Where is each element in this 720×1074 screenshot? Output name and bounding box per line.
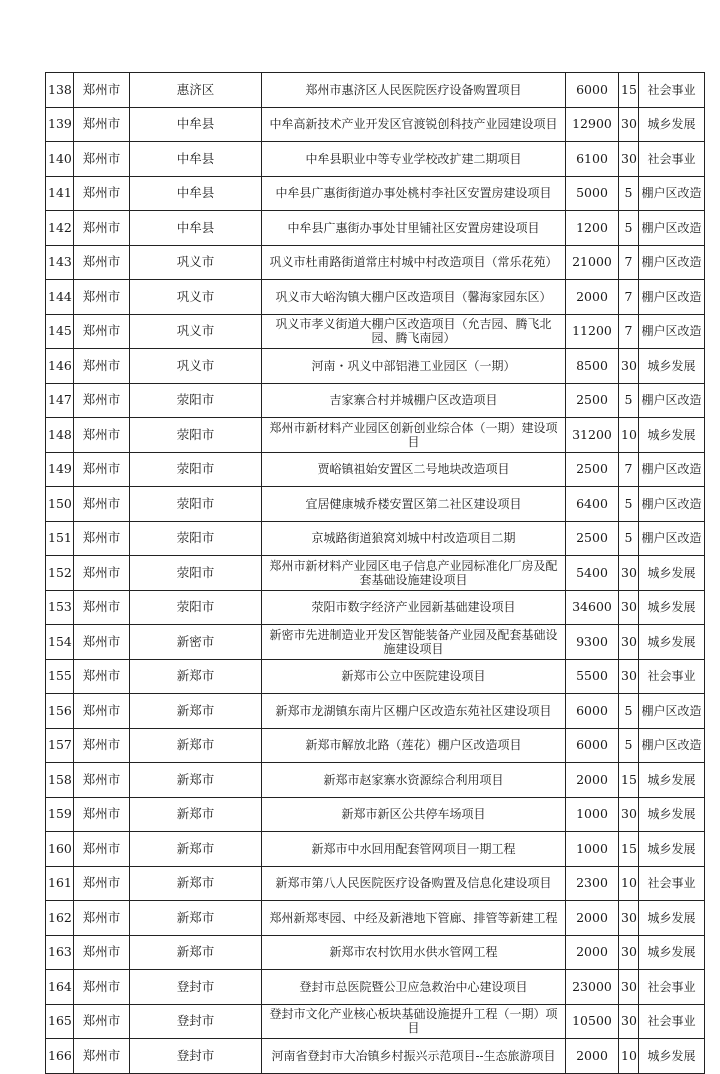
amount-cell: 11200: [566, 314, 619, 349]
row-number: 164: [46, 970, 74, 1005]
city-cell: 郑州市: [74, 73, 130, 108]
row-number: 154: [46, 625, 74, 660]
term-cell: 5: [619, 728, 639, 763]
amount-cell: 23000: [566, 970, 619, 1005]
term-cell: 5: [619, 487, 639, 522]
city-cell: 郑州市: [74, 487, 130, 522]
amount-cell: 2000: [566, 1039, 619, 1074]
term-cell: 30: [619, 349, 639, 384]
row-number: 157: [46, 728, 74, 763]
table-row: [46, 1004, 705, 1039]
project-name-cell: 中牟县职业中等专业学校改扩建二期项目: [262, 142, 566, 177]
term-cell: 30: [619, 107, 639, 142]
row-number: 156: [46, 694, 74, 729]
amount-cell: 2500: [566, 521, 619, 556]
county-cell: 登封市: [130, 970, 262, 1005]
project-name-cell: 新郑市农村饮用水供水管网工程: [262, 935, 566, 970]
amount-cell: 9300: [566, 625, 619, 660]
category-cell: 棚户区改造: [639, 245, 705, 280]
county-cell: 登封市: [130, 1004, 262, 1039]
project-table: [45, 72, 705, 1074]
amount-cell: 2000: [566, 901, 619, 936]
project-name-cell: 郑州市新材料产业园区电子信息产业园标准化厂房及配套基础设施建设项目: [262, 556, 566, 591]
county-cell: 荥阳市: [130, 418, 262, 453]
project-name-cell: 新郑市新区公共停车场项目: [262, 797, 566, 832]
row-number: 161: [46, 866, 74, 901]
county-cell: 新密市: [130, 625, 262, 660]
city-cell: 郑州市: [74, 935, 130, 970]
city-cell: 郑州市: [74, 245, 130, 280]
table-row: [46, 452, 705, 487]
table-row: [46, 383, 705, 418]
amount-cell: 6000: [566, 728, 619, 763]
category-cell: 棚户区改造: [639, 211, 705, 246]
category-cell: 城乡发展: [639, 763, 705, 798]
table-row: [46, 590, 705, 625]
county-cell: 荥阳市: [130, 487, 262, 522]
row-number: 146: [46, 349, 74, 384]
row-number: 153: [46, 590, 74, 625]
project-name-cell: 京城路街道狼窝刘城中村改造项目二期: [262, 521, 566, 556]
city-cell: 郑州市: [74, 211, 130, 246]
category-cell: 城乡发展: [639, 418, 705, 453]
county-cell: 惠济区: [130, 73, 262, 108]
category-cell: 城乡发展: [639, 901, 705, 936]
project-name-cell: 新郑市第八人民医院医疗设备购置及信息化建设项目: [262, 866, 566, 901]
city-cell: 郑州市: [74, 659, 130, 694]
row-number: 138: [46, 73, 74, 108]
project-name-cell: 河南・巩义中部铝港工业园区（一期）: [262, 349, 566, 384]
row-number: 139: [46, 107, 74, 142]
row-number: 162: [46, 901, 74, 936]
table-row: [46, 556, 705, 591]
county-cell: 新郑市: [130, 728, 262, 763]
row-number: 145: [46, 314, 74, 349]
city-cell: 郑州市: [74, 142, 130, 177]
city-cell: 郑州市: [74, 349, 130, 384]
row-number: 152: [46, 556, 74, 591]
county-cell: 登封市: [130, 1039, 262, 1074]
project-name-cell: 新郑市解放北路（莲花）棚户区改造项目: [262, 728, 566, 763]
amount-cell: 1000: [566, 832, 619, 867]
table-row: [46, 866, 705, 901]
project-name-cell: 中牟县广惠街街道办事处桃村李社区安置房建设项目: [262, 176, 566, 211]
project-name-cell: 新密市先进制造业开发区智能装备产业园及配套基础设施建设项目: [262, 625, 566, 660]
term-cell: 30: [619, 935, 639, 970]
table-row: [46, 211, 705, 246]
city-cell: 郑州市: [74, 797, 130, 832]
term-cell: 15: [619, 73, 639, 108]
county-cell: 巩义市: [130, 349, 262, 384]
county-cell: 巩义市: [130, 314, 262, 349]
term-cell: 7: [619, 280, 639, 315]
category-cell: 城乡发展: [639, 832, 705, 867]
table-row: [46, 763, 705, 798]
table-row: [46, 935, 705, 970]
county-cell: 新郑市: [130, 901, 262, 936]
city-cell: 郑州市: [74, 832, 130, 867]
term-cell: 30: [619, 142, 639, 177]
row-number: 148: [46, 418, 74, 453]
table-row: [46, 728, 705, 763]
row-number: 151: [46, 521, 74, 556]
row-number: 149: [46, 452, 74, 487]
category-cell: 棚户区改造: [639, 452, 705, 487]
row-number: 160: [46, 832, 74, 867]
category-cell: 社会事业: [639, 73, 705, 108]
city-cell: 郑州市: [74, 176, 130, 211]
city-cell: 郑州市: [74, 418, 130, 453]
term-cell: 5: [619, 521, 639, 556]
table-row: [46, 625, 705, 660]
county-cell: 荥阳市: [130, 590, 262, 625]
county-cell: 新郑市: [130, 797, 262, 832]
county-cell: 巩义市: [130, 245, 262, 280]
table-row: [46, 245, 705, 280]
row-number: 159: [46, 797, 74, 832]
table-row: [46, 280, 705, 315]
table-row: [46, 107, 705, 142]
project-name-cell: 郑州新郑枣园、中经及新港地下管廊、排管等新建工程: [262, 901, 566, 936]
table-row: [46, 694, 705, 729]
city-cell: 郑州市: [74, 314, 130, 349]
term-cell: 30: [619, 1004, 639, 1039]
amount-cell: 2000: [566, 935, 619, 970]
project-name-cell: 新郑市中水回用配套管网项目一期工程: [262, 832, 566, 867]
city-cell: 郑州市: [74, 521, 130, 556]
category-cell: 城乡发展: [639, 590, 705, 625]
row-number: 144: [46, 280, 74, 315]
project-name-cell: 河南省登封市大冶镇乡村振兴示范项目--生态旅游项目: [262, 1039, 566, 1074]
amount-cell: 2500: [566, 452, 619, 487]
city-cell: 郑州市: [74, 694, 130, 729]
amount-cell: 5500: [566, 659, 619, 694]
amount-cell: 2300: [566, 866, 619, 901]
city-cell: 郑州市: [74, 901, 130, 936]
amount-cell: 6100: [566, 142, 619, 177]
row-number: 142: [46, 211, 74, 246]
project-name-cell: 登封市总医院暨公卫应急救治中心建设项目: [262, 970, 566, 1005]
category-cell: 城乡发展: [639, 556, 705, 591]
city-cell: 郑州市: [74, 728, 130, 763]
project-name-cell: 中牟县广惠街办事处甘里铺社区安置房建设项目: [262, 211, 566, 246]
project-name-cell: 贾峪镇祖始安置区二号地块改造项目: [262, 452, 566, 487]
row-number: 163: [46, 935, 74, 970]
city-cell: 郑州市: [74, 107, 130, 142]
term-cell: 30: [619, 970, 639, 1005]
category-cell: 棚户区改造: [639, 280, 705, 315]
amount-cell: 6000: [566, 73, 619, 108]
amount-cell: 2000: [566, 763, 619, 798]
county-cell: 中牟县: [130, 107, 262, 142]
table-row: [46, 314, 705, 349]
county-cell: 荥阳市: [130, 521, 262, 556]
table-row: [46, 176, 705, 211]
term-cell: 30: [619, 556, 639, 591]
project-name-cell: 郑州市惠济区人民医院医疗设备购置项目: [262, 73, 566, 108]
amount-cell: 6400: [566, 487, 619, 522]
term-cell: 10: [619, 1039, 639, 1074]
city-cell: 郑州市: [74, 625, 130, 660]
city-cell: 郑州市: [74, 1039, 130, 1074]
amount-cell: 34600: [566, 590, 619, 625]
category-cell: 城乡发展: [639, 935, 705, 970]
table-row: [46, 901, 705, 936]
term-cell: 7: [619, 314, 639, 349]
county-cell: 新郑市: [130, 866, 262, 901]
category-cell: 棚户区改造: [639, 728, 705, 763]
category-cell: 社会事业: [639, 866, 705, 901]
amount-cell: 2500: [566, 383, 619, 418]
amount-cell: 5000: [566, 176, 619, 211]
category-cell: 社会事业: [639, 659, 705, 694]
term-cell: 15: [619, 763, 639, 798]
project-name-cell: 新郑市公立中医院建设项目: [262, 659, 566, 694]
category-cell: 棚户区改造: [639, 487, 705, 522]
county-cell: 新郑市: [130, 935, 262, 970]
project-name-cell: 巩义市杜甫路街道常庄村城中村改造项目（常乐花苑）: [262, 245, 566, 280]
category-cell: 棚户区改造: [639, 176, 705, 211]
county-cell: 新郑市: [130, 763, 262, 798]
amount-cell: 5400: [566, 556, 619, 591]
category-cell: 棚户区改造: [639, 383, 705, 418]
project-name-cell: 登封市文化产业核心板块基础设施提升工程（一期）项目: [262, 1004, 566, 1039]
term-cell: 5: [619, 383, 639, 418]
term-cell: 30: [619, 625, 639, 660]
category-cell: 城乡发展: [639, 107, 705, 142]
row-number: 143: [46, 245, 74, 280]
row-number: 155: [46, 659, 74, 694]
project-name-cell: 新郑市龙湖镇东南片区棚户区改造东苑社区建设项目: [262, 694, 566, 729]
category-cell: 棚户区改造: [639, 314, 705, 349]
county-cell: 荥阳市: [130, 383, 262, 418]
table-row: [46, 970, 705, 1005]
county-cell: 中牟县: [130, 142, 262, 177]
project-name-cell: 宜居健康城乔楼安置区第二社区建设项目: [262, 487, 566, 522]
project-name-cell: 巩义市孝义街道大棚户区改造项目（允吉园、腾飞北园、腾飞南园）: [262, 314, 566, 349]
category-cell: 城乡发展: [639, 349, 705, 384]
county-cell: 中牟县: [130, 176, 262, 211]
project-name-cell: 新郑市赵家寨水资源综合利用项目: [262, 763, 566, 798]
county-cell: 新郑市: [130, 694, 262, 729]
table-row: [46, 142, 705, 177]
city-cell: 郑州市: [74, 590, 130, 625]
table-row: [46, 1039, 705, 1074]
amount-cell: 1200: [566, 211, 619, 246]
county-cell: 荥阳市: [130, 556, 262, 591]
table-row: [46, 832, 705, 867]
city-cell: 郑州市: [74, 280, 130, 315]
project-name-cell: 荥阳市数字经济产业园新基础建设项目: [262, 590, 566, 625]
category-cell: 城乡发展: [639, 1039, 705, 1074]
term-cell: 7: [619, 452, 639, 487]
city-cell: 郑州市: [74, 866, 130, 901]
county-cell: 新郑市: [130, 832, 262, 867]
category-cell: 城乡发展: [639, 797, 705, 832]
term-cell: 5: [619, 211, 639, 246]
project-name-cell: 吉家寨合村并城棚户区改造项目: [262, 383, 566, 418]
category-cell: 棚户区改造: [639, 521, 705, 556]
category-cell: 社会事业: [639, 1004, 705, 1039]
row-number: 140: [46, 142, 74, 177]
term-cell: 30: [619, 901, 639, 936]
term-cell: 30: [619, 590, 639, 625]
term-cell: 30: [619, 797, 639, 832]
county-cell: 中牟县: [130, 211, 262, 246]
table-row: [46, 521, 705, 556]
category-cell: 棚户区改造: [639, 694, 705, 729]
table-row: [46, 797, 705, 832]
term-cell: 5: [619, 176, 639, 211]
amount-cell: 31200: [566, 418, 619, 453]
row-number: 166: [46, 1039, 74, 1074]
term-cell: 15: [619, 832, 639, 867]
row-number: 141: [46, 176, 74, 211]
county-cell: 荥阳市: [130, 452, 262, 487]
county-cell: 新郑市: [130, 659, 262, 694]
term-cell: 10: [619, 418, 639, 453]
table-row: [46, 349, 705, 384]
project-name-cell: 巩义市大峪沟镇大棚户区改造项目（馨海家园东区）: [262, 280, 566, 315]
project-name-cell: 郑州市新材料产业园区创新创业综合体（一期）建设项目: [262, 418, 566, 453]
amount-cell: 21000: [566, 245, 619, 280]
row-number: 165: [46, 1004, 74, 1039]
amount-cell: 12900: [566, 107, 619, 142]
city-cell: 郑州市: [74, 452, 130, 487]
category-cell: 城乡发展: [639, 625, 705, 660]
row-number: 158: [46, 763, 74, 798]
table-row: [46, 73, 705, 108]
county-cell: 巩义市: [130, 280, 262, 315]
amount-cell: 2000: [566, 280, 619, 315]
term-cell: 10: [619, 866, 639, 901]
city-cell: 郑州市: [74, 556, 130, 591]
table-row: [46, 418, 705, 453]
amount-cell: 6000: [566, 694, 619, 729]
amount-cell: 10500: [566, 1004, 619, 1039]
category-cell: 社会事业: [639, 970, 705, 1005]
row-number: 150: [46, 487, 74, 522]
term-cell: 30: [619, 659, 639, 694]
city-cell: 郑州市: [74, 763, 130, 798]
city-cell: 郑州市: [74, 383, 130, 418]
city-cell: 郑州市: [74, 1004, 130, 1039]
amount-cell: 8500: [566, 349, 619, 384]
project-name-cell: 中牟高新技术产业开发区官渡锐创科技产业园建设项目: [262, 107, 566, 142]
row-number: 147: [46, 383, 74, 418]
term-cell: 5: [619, 694, 639, 729]
table-row: [46, 487, 705, 522]
term-cell: 7: [619, 245, 639, 280]
amount-cell: 1000: [566, 797, 619, 832]
table-row: [46, 659, 705, 694]
category-cell: 社会事业: [639, 142, 705, 177]
city-cell: 郑州市: [74, 970, 130, 1005]
